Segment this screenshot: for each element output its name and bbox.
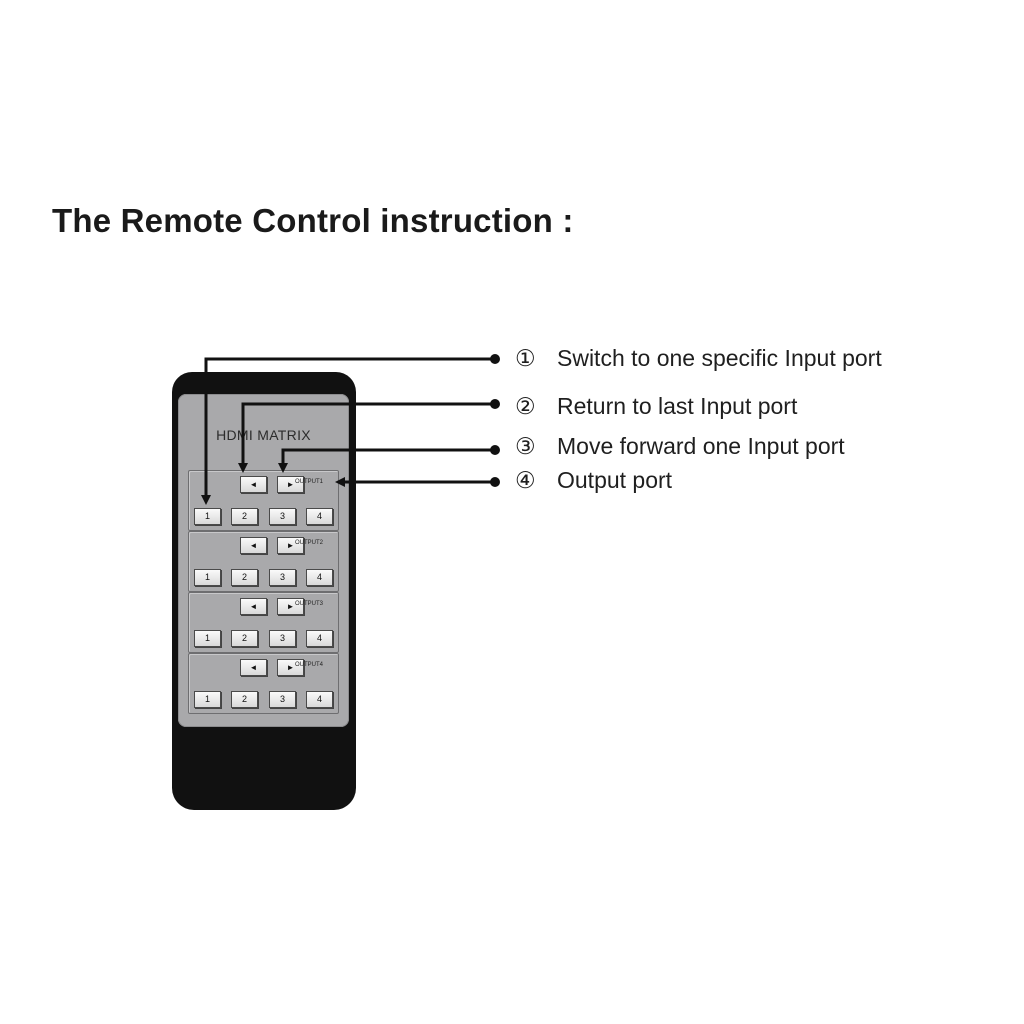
input-3-button[interactable]: 3 — [269, 508, 296, 525]
input-2-button[interactable]: 2 — [231, 630, 258, 647]
annotation-1 — [515, 345, 882, 372]
remote-brand-label: HDMI MATRIX — [216, 427, 311, 443]
prev-input-button[interactable]: ◄ — [240, 659, 267, 676]
input-1-button[interactable]: 1 — [194, 508, 221, 525]
annotation-3 — [515, 433, 845, 460]
annotation-text: Output port — [557, 467, 673, 493]
output-label: OUTPUT3 — [295, 601, 324, 607]
input-1-button[interactable]: 1 — [194, 569, 221, 586]
next-input-button[interactable]: ► — [277, 537, 304, 554]
output-label: OUTPUT1 — [295, 479, 324, 485]
page-title: The Remote Control instruction : — [52, 202, 574, 239]
callout-dot-2 — [490, 399, 500, 409]
prev-input-button[interactable]: ◄ — [240, 598, 267, 615]
callout-dot-4 — [490, 477, 500, 487]
callout-dot-3 — [490, 445, 500, 455]
input-2-button[interactable]: 2 — [231, 569, 258, 586]
callout-line-2 — [243, 404, 494, 468]
prev-input-button[interactable]: ◄ — [240, 537, 267, 554]
annotation-number: ① — [515, 345, 536, 371]
input-2-button[interactable]: 2 — [231, 691, 258, 708]
callout-line-3 — [283, 450, 494, 468]
input-4-button[interactable]: 4 — [306, 630, 333, 647]
input-3-button[interactable]: 3 — [269, 630, 296, 647]
annotation-number: ④ — [515, 467, 536, 493]
next-input-button[interactable]: ► — [277, 598, 304, 615]
input-4-button[interactable]: 4 — [306, 691, 333, 708]
annotation-number: ③ — [515, 433, 536, 459]
annotation-4 — [515, 467, 672, 494]
input-3-button[interactable]: 3 — [269, 569, 296, 586]
output-label: OUTPUT4 — [295, 662, 324, 668]
callout-dot-1 — [490, 354, 500, 364]
annotation-text: Move forward one Input port — [557, 433, 845, 459]
next-input-button[interactable]: ► — [277, 476, 304, 493]
input-1-button[interactable]: 1 — [194, 691, 221, 708]
annotation-2 — [515, 393, 797, 420]
input-4-button[interactable]: 4 — [306, 569, 333, 586]
input-1-button[interactable]: 1 — [194, 630, 221, 647]
prev-input-button[interactable]: ◄ — [240, 476, 267, 493]
input-4-button[interactable]: 4 — [306, 508, 333, 525]
next-input-button[interactable]: ► — [277, 659, 304, 676]
output-label: OUTPUT2 — [295, 540, 324, 546]
annotation-text: Switch to one specific Input port — [557, 345, 882, 371]
annotation-text: Return to last Input port — [557, 393, 798, 419]
annotation-number: ② — [515, 393, 536, 419]
input-2-button[interactable]: 2 — [231, 508, 258, 525]
callout-line-1 — [206, 359, 494, 500]
input-3-button[interactable]: 3 — [269, 691, 296, 708]
